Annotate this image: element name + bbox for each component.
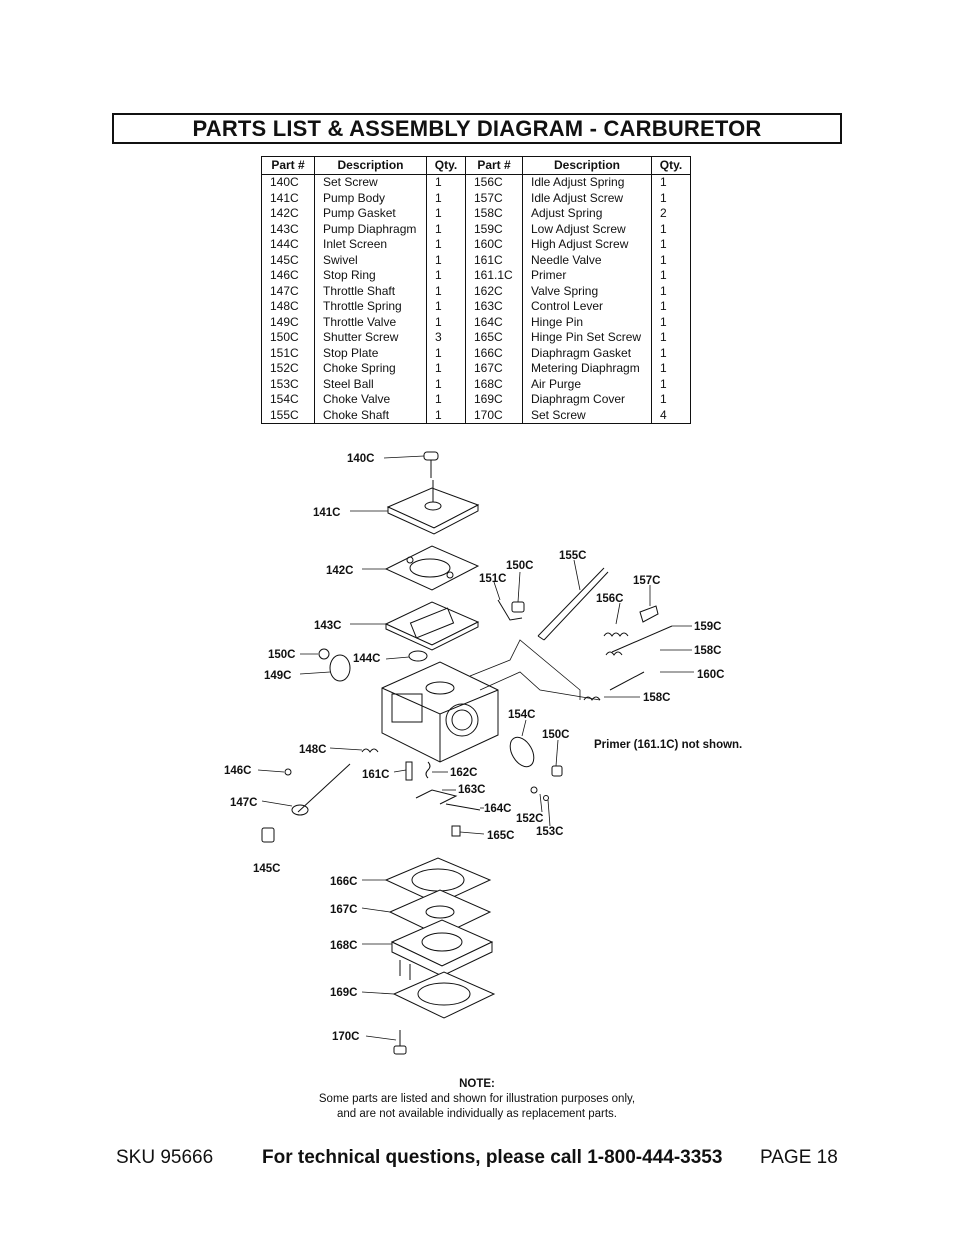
cell-qty: 3 [427,330,466,346]
cell-qty: 1 [427,252,466,268]
choke-spring-part [531,787,537,793]
cell-qty: 1 [427,190,466,206]
cell-part-number: 143C [262,221,315,237]
label-141c: 141C [313,507,341,519]
steel-ball-part [544,796,549,801]
cell-part-number: 160C [466,237,523,253]
cell-qty: 1 [427,376,466,392]
cell-qty: 1 [427,221,466,237]
cell-part-number: 156C [466,174,523,190]
cell-description: Valve Spring [523,283,652,299]
cell-description: Pump Diaphragm [315,221,427,237]
cell-part-number: 146C [262,268,315,284]
cell-part-number: 165C [466,330,523,346]
cell-qty: 1 [427,407,466,423]
label-147c: 147C [230,797,258,809]
cell-part-number: 163C [466,299,523,315]
label-148c: 148C [299,744,327,756]
cell-part-number: 158C [466,206,523,222]
cell-qty: 1 [652,361,691,377]
label-158c-lower: 158C [643,692,671,704]
cell-part-number: 157C [466,190,523,206]
cell-qty: 1 [652,237,691,253]
header-part-1: Part # [262,157,315,175]
label-146c: 146C [224,765,252,777]
label-158c-upper: 158C [694,645,722,657]
cell-description: Steel Ball [315,376,427,392]
swivel-part [262,828,274,842]
cell-description: Swivel [315,252,427,268]
cell-qty: 1 [652,330,691,346]
cell-description: Throttle Shaft [315,283,427,299]
valve-spring-part [426,762,430,778]
page-title: PARTS LIST & ASSEMBLY DIAGRAM - CARBURETOR [192,115,762,141]
cell-description: Stop Plate [315,345,427,361]
header-description-1: Description [315,157,427,175]
cell-description: Metering Diaphragm [523,361,652,377]
label-150c-stop: 150C [506,560,534,572]
footer-tech-support: For technical questions, please call 1-800-444-3353 [262,1147,723,1168]
label-150c-throttle: 150C [268,649,296,661]
cell-part-number: 161.1C [466,268,523,284]
pump-body-part [388,480,478,534]
cell-part-number: 169C [466,392,523,408]
cell-part-number: 150C [262,330,315,346]
label-161c: 161C [362,769,390,781]
cell-part-number: 162C [466,283,523,299]
cell-qty: 1 [652,283,691,299]
label-166c: 166C [330,876,358,888]
header-part-2: Part # [466,157,523,175]
cell-qty: 1 [427,174,466,190]
needle-valve-part [406,762,412,780]
label-164c: 164C [484,803,512,815]
cell-part-number: 166C [466,345,523,361]
cell-part-number: 147C [262,283,315,299]
cell-description: Diaphragm Gasket [523,345,652,361]
label-153c: 153C [536,826,564,838]
cell-description: Idle Adjust Spring [523,174,652,190]
cell-description: High Adjust Screw [523,237,652,253]
cell-qty: 1 [427,206,466,222]
label-168c: 168C [330,940,358,952]
idle-adjust-screw-part [640,606,658,622]
pump-diaphragm-part [386,602,478,650]
cell-part-number: 168C [466,376,523,392]
cell-qty: 1 [652,345,691,361]
hinge-pin-set-screw-part [452,826,460,836]
pump-gasket-part [386,546,478,590]
choke-valve-part [505,733,538,771]
label-155c: 155C [559,550,587,562]
cell-qty: 1 [652,376,691,392]
cell-qty: 1 [427,314,466,330]
throttle-spring-part [362,749,378,752]
cell-part-number: 148C [262,299,315,315]
footer-sku: SKU 95666 [116,1147,214,1168]
hinge-pin-part [446,804,480,810]
cell-part-number: 153C [262,376,315,392]
footer-page-number: PAGE 18 [760,1147,838,1168]
cell-part-number: 154C [262,392,315,408]
label-169c: 169C [330,987,358,999]
cell-qty: 1 [427,237,466,253]
cell-part-number: 155C [262,407,315,423]
cell-description: Control Lever [523,299,652,315]
set-screw-part [424,452,438,478]
cell-part-number: 141C [262,190,315,206]
shutter-screw-part [319,649,329,659]
label-160c: 160C [697,669,725,681]
label-152c: 152C [516,813,544,825]
note-line-2: and are not available individually as replacement parts. [337,1108,617,1120]
cell-description: Set Screw [523,407,652,423]
cell-qty: 1 [652,392,691,408]
cell-description: Throttle Spring [315,299,427,315]
cell-qty: 1 [652,252,691,268]
throttle-shaft-part [298,764,350,812]
cell-description: Needle Valve [523,252,652,268]
carburetor-body-part [382,662,498,762]
label-163c: 163C [458,784,486,796]
cell-description: Hinge Pin [523,314,652,330]
cell-description: Shutter Screw [315,330,427,346]
label-167c: 167C [330,904,358,916]
cell-qty: 1 [427,361,466,377]
air-purge-part [392,920,492,980]
label-140c: 140C [347,453,375,465]
cell-description: Stop Ring [315,268,427,284]
cell-description: Primer [523,268,652,284]
cell-part-number: 149C [262,314,315,330]
cell-part-number: 167C [466,361,523,377]
cell-qty: 1 [652,174,691,190]
cell-description: Hinge Pin Set Screw [523,330,652,346]
set-screw-part [394,1030,406,1054]
cell-qty: 1 [427,283,466,299]
cell-qty: 1 [427,392,466,408]
cell-qty: 1 [427,268,466,284]
label-154c: 154C [508,709,536,721]
label-157c: 157C [633,575,661,587]
label-145c: 145C [253,863,281,875]
cell-qty: 1 [427,345,466,361]
cell-part-number: 142C [262,206,315,222]
cell-qty: 1 [652,190,691,206]
cell-description: Choke Valve [315,392,427,408]
cell-qty: 1 [652,221,691,237]
cell-qty: 1 [652,314,691,330]
cell-description: Air Purge [523,376,652,392]
high-adjust-screw-part [610,672,644,690]
label-162c: 162C [450,767,478,779]
cell-part-number: 164C [466,314,523,330]
header-description-2: Description [523,157,652,175]
cell-description: Pump Body [315,190,427,206]
cell-description: Diaphragm Cover [523,392,652,408]
cell-qty: 1 [652,268,691,284]
throttle-valve-part [330,655,350,681]
cell-part-number: 151C [262,345,315,361]
cell-part-number: 140C [262,174,315,190]
label-151c: 151C [479,573,507,585]
cell-qty: 2 [652,206,691,222]
header-qty-2: Qty. [652,157,691,175]
primer-note: Primer (161.1C) not shown. [594,739,743,751]
cell-description: Choke Shaft [315,407,427,423]
label-142c: 142C [326,565,354,577]
cell-description: Adjust Spring [523,206,652,222]
adjust-spring-part [606,652,622,655]
cell-description: Choke Spring [315,361,427,377]
cell-description: Low Adjust Screw [523,221,652,237]
idle-adjust-spring-part [604,633,628,636]
label-143c: 143C [314,620,342,632]
label-156c: 156C [596,593,624,605]
inlet-screen-part [409,651,427,661]
shutter-screw-part [552,766,562,776]
cell-description: Pump Gasket [315,206,427,222]
cell-part-number: 170C [466,407,523,423]
note-heading: NOTE: [459,1078,495,1090]
header-qty-1: Qty. [427,157,466,175]
cell-description: Set Screw [315,174,427,190]
label-165c: 165C [487,830,515,842]
label-144c: 144C [353,653,381,665]
label-149c: 149C [264,670,292,682]
diaphragm-cover-part [394,972,494,1018]
note-line-1: Some parts are listed and shown for illustration purposes only, [318,1093,636,1105]
cell-description: Idle Adjust Screw [523,190,652,206]
stop-ring-part [285,769,291,775]
label-159c: 159C [694,621,722,633]
cell-qty: 1 [427,299,466,315]
label-170c: 170C [332,1031,360,1043]
low-adjust-screw-part [612,626,672,652]
cell-part-number: 145C [262,252,315,268]
cell-description: Inlet Screen [315,237,427,253]
shutter-screw-part [512,602,524,612]
cell-part-number: 161C [466,252,523,268]
cell-part-number: 152C [262,361,315,377]
cell-part-number: 159C [466,221,523,237]
cell-part-number: 144C [262,237,315,253]
control-lever-part [416,790,456,804]
cell-description: Throttle Valve [315,314,427,330]
label-150c-choke: 150C [542,729,570,741]
cell-qty: 1 [652,299,691,315]
cell-qty: 4 [652,407,691,423]
